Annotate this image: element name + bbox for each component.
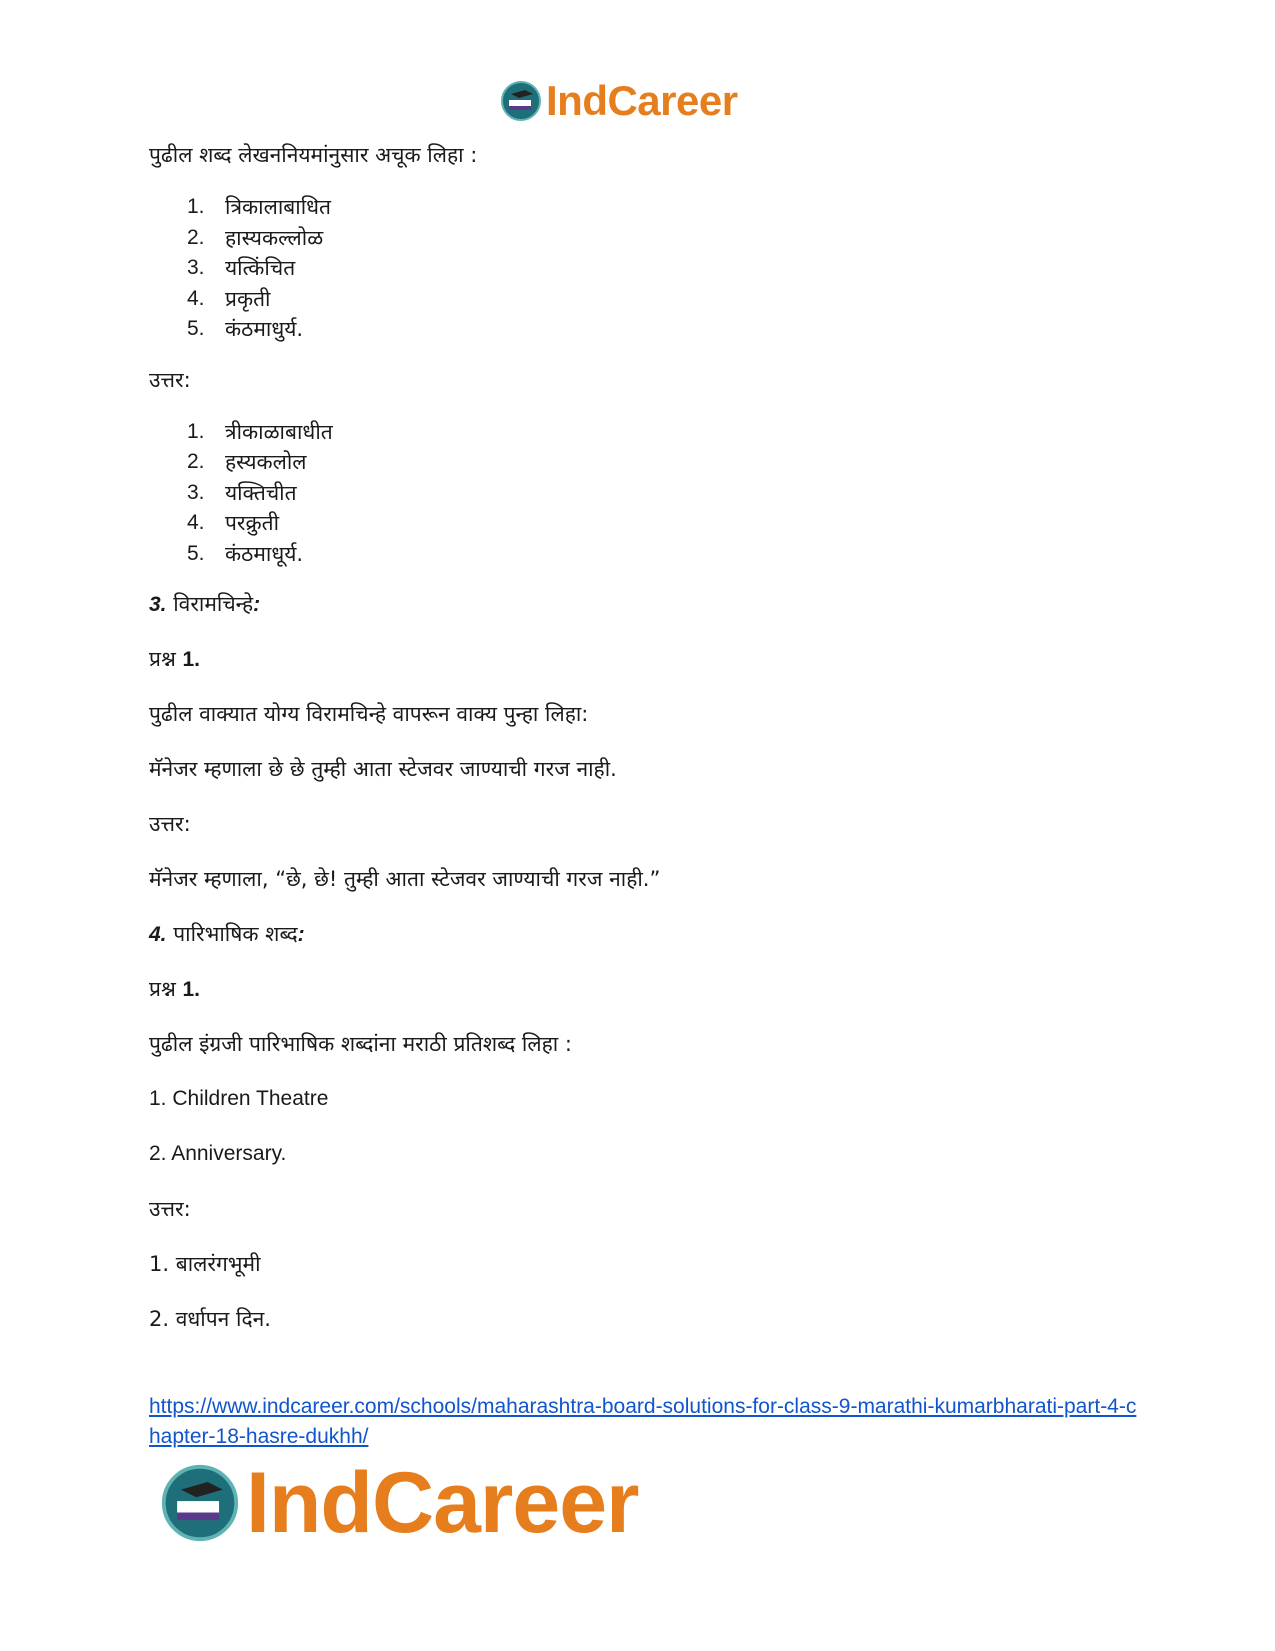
source-url-link[interactable]: https://www.indcareer.com/schools/maharashtra-board-solutions-for-class-9-marathi-kumarbharati-part-4-chapter-18-hasre-dukhh/: [149, 1395, 1137, 1448]
section1-answer-list: [149, 417, 1129, 570]
list-item: 2. हास्यकल्लोळ: [187, 225, 324, 250]
list-item: 5. कंठमाधूर्य.: [187, 541, 304, 566]
section4-heading: 4. पारिभाषिक शब्द:: [149, 922, 305, 946]
list-item: 3. यत्किंचित: [187, 256, 296, 280]
list-item: 5. कंठमाधुर्य.: [187, 317, 304, 341]
section3-heading: 3. विरामचिन्हे:: [149, 592, 261, 616]
list-item: 1. त्रिकालाबाधित: [187, 195, 332, 219]
section4-answer: 2. वर्धापन दिन.: [149, 1307, 271, 1331]
section3-question-label: प्रश्न 1.: [149, 647, 200, 671]
section4-answer-label: उत्तर:: [149, 1197, 191, 1221]
section3-sentence: मॅनेजर म्हणाला छे छे तुम्ही आता स्टेजवर जाण्याची गरज नाही.: [149, 757, 617, 781]
section3-instruction: पुढील वाक्यात योग्य विरामचिन्हे वापरून वाक्य पुन्हा लिहा:: [149, 702, 589, 726]
section4-answer: 1. बालरंगभूमी: [149, 1252, 261, 1276]
section4-term: 2. Anniversary.: [149, 1142, 287, 1165]
section4-instruction: पुढील इंग्रजी पारिभाषिक शब्दांना मराठी प्रतिशब्द लिहा :: [149, 1032, 572, 1056]
section3-answer-label: उत्तर:: [149, 812, 191, 836]
list-item: 2. हस्यकलोल: [187, 450, 307, 474]
section3-answer: मॅनेजर म्हणाला, “छे, छे! तुम्ही आता स्टेजवर जाण्याची गरज नाही.”: [149, 867, 661, 891]
list-item: 3. यक्तिचीत: [187, 480, 297, 505]
footer-logo: [160, 1455, 639, 1551]
list-item: 4. प्रकृती: [187, 286, 271, 311]
section4-question-label: प्रश्न 1.: [149, 977, 200, 1001]
list-item: 4. परक्रुती: [187, 511, 280, 535]
globe-book-icon: [160, 1463, 240, 1543]
brand-name: IndCareer: [246, 1455, 639, 1551]
header-logo: [500, 77, 738, 124]
main-content: [149, 140, 1129, 1334]
section1-question: पुढील शब्द लेखननियमांनुसार अचूक लिहा :: [149, 143, 478, 167]
section1-answer-label: उत्तर:: [149, 367, 191, 392]
brand-name: IndCareer: [546, 77, 738, 124]
globe-book-icon: [500, 80, 542, 122]
section1-word-list: [149, 192, 1129, 345]
list-item: 1. त्रीकाळाबाधीत: [187, 419, 333, 444]
section4-term: 1. Children Theatre: [149, 1087, 329, 1110]
